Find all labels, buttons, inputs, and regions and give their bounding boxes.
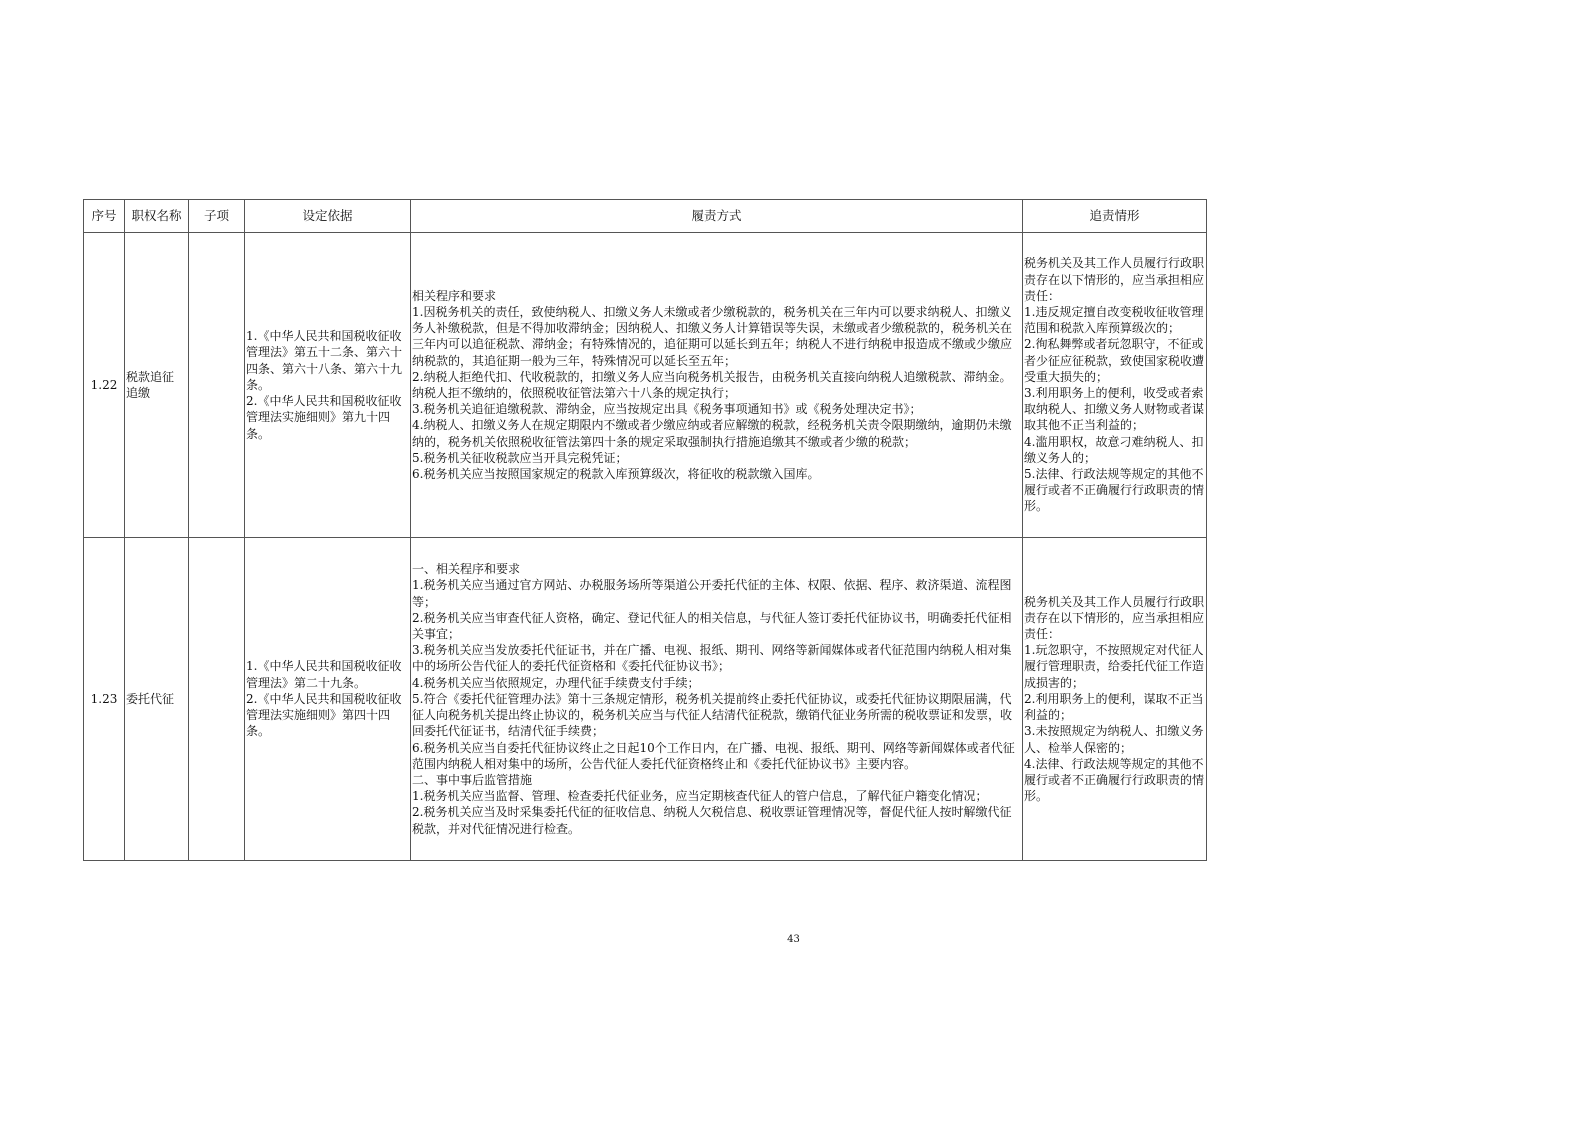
accountability-text: 税务机关及其工作人员履行行政职责存在以下情形的，应当承担相应责任： 1.玩忽职守，不按照规定对代征人履行管理职责，给委托代征工作造成损害的； 2.利用职务上的便利，谋取不正当利益的； 3.未按照规定为纳税人、扣缴义务人、检举人保密的； 4.法律、行政法规等规定的其他不履行或者不正确履行行政职责的情形。 [1024, 594, 1205, 804]
table-row [84, 233, 1207, 538]
row-legal-basis [245, 538, 411, 861]
seq-text: 1.23 [90, 691, 118, 706]
table-header-row [84, 200, 1207, 233]
header-power-name: 职权名称 [125, 200, 189, 233]
header-sub-item: 子项 [189, 200, 245, 233]
duty-method-text: 一、相关程序和要求 1.税务机关应当通过官方网站、办税服务场所等渠道公开委托代征的主体、权限、依据、程序、救济渠道、流程图等； 2.税务机关应当审查代征人资格，确定、登记代征人的相关信息，与代征人签订委托代征协议书，明确委托代征相关事宜； 3.税务机关应当发放委托代征证书，并在广播、电视、报纸、期刊、网络等新闻媒体或者代征范围内纳税人相对集中的场所公告代征人的委托代征资格和《委托代征协议书》； 4.税务机关应当依照规定，办理代征手续费支付手续； 5.符合《委托代征管理办法》第十三条规定情形，税务机关提前终止委托代征协议，或委托代征协议期限届满，代征人向税务机关提出终止协议的，税务机关应当与代征人结清代征税款，缴销代征业务所需的税收票证和发票，收回委托代征证书，结清代征手续费； 6.税务机关应当自委托代征协议终止之日起10个工作日内，在广播、电视、报纸、期刊、网络等新闻媒体或者代征范围内纳税人相对集中的场所，公告代征人委托代征资格终止和《委托代征协议书》主要内容。 二、事中事后监管措施 1.税务机关应当监督、管理、检查委托代征业务，应当定期核查代征人的管户信息，了解代征户籍变化情况； 2.税务机关应当及时采集委托代征的征收信息、纳税人欠税信息、税收票证管理情况等，督促代征人按时解缴代征税款，并对代征情况进行检查。 [412, 562, 1015, 836]
duty-table [83, 199, 1207, 861]
row-seq [84, 233, 125, 538]
header-accountability: 追责情形 [1023, 200, 1207, 233]
row-accountability [1023, 233, 1207, 538]
row-sub-item [189, 233, 245, 538]
table-row [84, 538, 1207, 861]
power-name-text: 税款追征 追缴 [126, 369, 175, 400]
legal-basis-text: 1.《中华人民共和国税收征收管理法》第五十二条、第六十四条、第六十八条、第六十九条。 2.《中华人民共和国税收征收管理法实施细则》第九十四条。 [246, 329, 403, 441]
header-duty-method: 履责方式 [411, 200, 1023, 233]
row-seq [84, 538, 125, 861]
page-number: 43 [787, 934, 800, 945]
row-power-name [125, 538, 189, 861]
accountability-text: 税务机关及其工作人员履行行政职责存在以下情形的，应当承担相应责任： 1.违反规定擅自改变税收征收管理范围和税款入库预算级次的； 2.徇私舞弊或者玩忽职守，不征或者少征应征税款，致使国家税收遭受重大损失的； 3.利用职务上的便利，收受或者索取纳税人、扣缴义务人财物或者谋取其他不正当利益的； 4.滥用职权，故意刁难纳税人、扣缴义务人的； 5.法律、行政法规等规定的其他不履行或者不正确履行行政职责的情形。 [1024, 256, 1205, 514]
row-duty-method [411, 538, 1023, 861]
duty-method-text: 相关程序和要求 1.因税务机关的责任，致使纳税人、扣缴义务人未缴或者少缴税款的，税务机关在三年内可以要求纳税人、扣缴义务人补缴税款，但是不得加收滞纳金；因纳税人、扣缴义务人计算错误等失误，未缴或者少缴税款的，税务机关在三年内可以追征税款、滞纳金；有特殊情况的，追征期可以延长到五年；纳税人不进行纳税申报造成不缴或少缴应纳税款的，其追征期一般为三年，特殊情况可以延长至五年； 2.纳税人拒绝代扣、代收税款的，扣缴义务人应当向税务机关报告，由税务机关直接向纳税人追缴税款、滞纳金。纳税人拒不缴纳的，依照税收征管法第六十八条的规定执行； 3.税务机关追征追缴税款、滞纳金，应当按规定出具《税务事项通知书》或《税务处理决定书》； 4.纳税人、扣缴义务人在规定期限内不缴或者少缴应纳或者应解缴的税款，经税务机关责令限期缴纳，逾期仍未缴纳的，税务机关依照税收征管法第四十条的规定采取强制执行措施追缴其不缴或者少缴的税款； 5.税务机关征收税款应当开具完税凭证； 6.税务机关应当按照国家规定的税款入库预算级次，将征收的税款缴入国库。 [412, 288, 1013, 482]
header-seq: 序号 [84, 200, 125, 233]
row-duty-method [411, 233, 1023, 538]
power-name-text: 委托代征 [126, 691, 175, 706]
row-accountability [1023, 538, 1207, 861]
legal-basis-text: 1.《中华人民共和国税收征收管理法》第二十九条。 2.《中华人民共和国税收征收管理法实施细则》第四十四条。 [246, 659, 402, 739]
header-legal-basis: 设定依据 [245, 200, 411, 233]
row-legal-basis [245, 233, 411, 538]
row-sub-item [189, 538, 245, 861]
seq-text: 1.22 [90, 377, 118, 392]
row-power-name [125, 233, 189, 538]
